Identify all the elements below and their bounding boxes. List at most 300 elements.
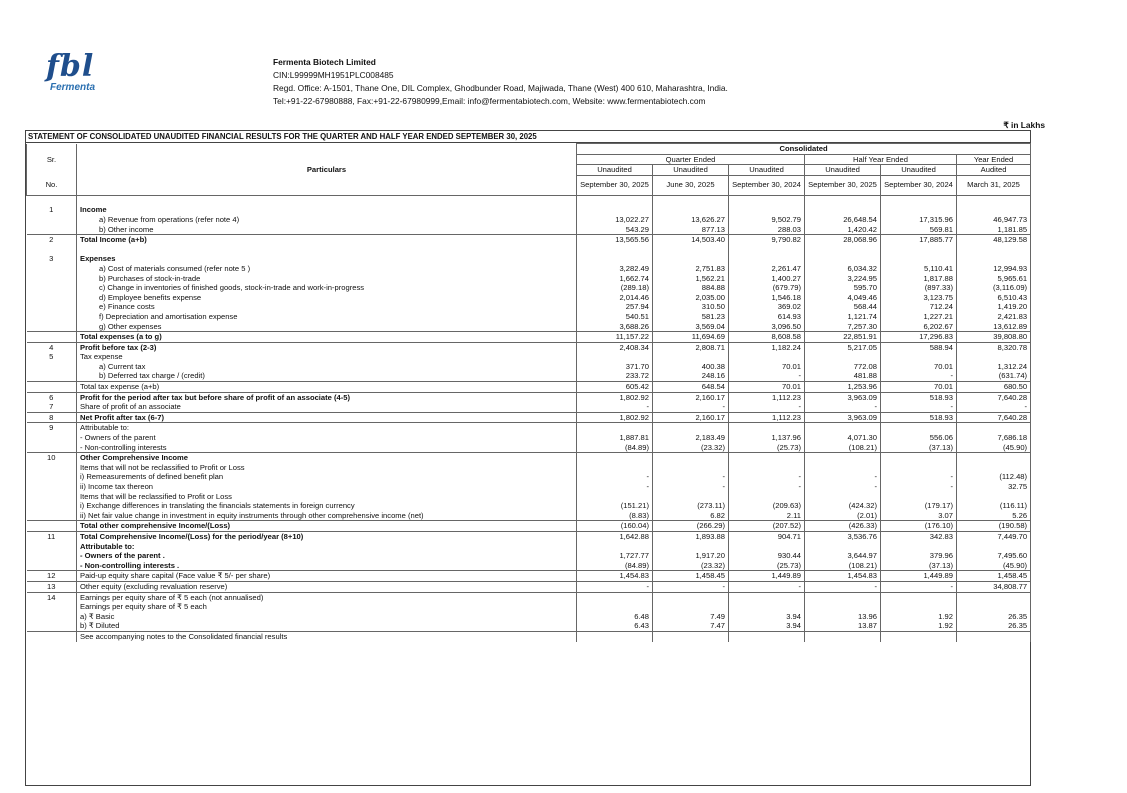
- value-cell: 6,202.67: [881, 322, 957, 332]
- value-cell: 5,965.61: [957, 274, 1031, 284]
- value-cell: 2,183.49: [653, 433, 729, 443]
- value-cell: [957, 463, 1031, 473]
- sr-cell: [27, 602, 77, 612]
- value-cell: 248.16: [653, 371, 729, 381]
- value-cell: [729, 205, 805, 215]
- value-cell: 904.71: [729, 531, 805, 541]
- value-cell: 2.11: [729, 511, 805, 521]
- value-cell: 310.50: [653, 302, 729, 312]
- value-cell: [957, 254, 1031, 264]
- value-cell: [805, 631, 881, 641]
- value-cell: 648.54: [653, 382, 729, 393]
- date-cell: March 31, 2025: [957, 175, 1031, 195]
- value-cell: 3,096.50: [729, 322, 805, 332]
- value-cell: [957, 423, 1031, 433]
- value-cell: [805, 205, 881, 215]
- value-cell: 8,320.78: [957, 342, 1031, 352]
- value-cell: (179.17): [881, 501, 957, 511]
- value-cell: [957, 245, 1031, 255]
- value-cell: 1,546.18: [729, 293, 805, 303]
- value-cell: 7.47: [653, 621, 729, 631]
- value-cell: (209.63): [729, 501, 805, 511]
- value-cell: 7,257.30: [805, 322, 881, 332]
- value-cell: [957, 602, 1031, 612]
- value-cell: -: [577, 402, 653, 412]
- value-cell: [577, 245, 653, 255]
- company-cin: CIN:L99999MH1951PLC008485: [273, 70, 394, 80]
- table-row: [27, 392, 1031, 402]
- status-cell: Unaudited: [653, 165, 729, 176]
- value-cell: -: [881, 371, 957, 381]
- value-cell: 6,034.32: [805, 264, 881, 274]
- value-cell: 6.48: [577, 612, 653, 622]
- value-cell: [957, 195, 1031, 205]
- particulars-cell: a) Revenue from operations (refer note 4): [77, 215, 577, 225]
- particulars-cell: ii) Net fair value change in investment in equity instruments through other comprehensive income (net): [77, 511, 577, 521]
- value-cell: [729, 592, 805, 602]
- particulars-cell: b) Purchases of stock-in-trade: [77, 274, 577, 284]
- value-cell: -: [729, 472, 805, 482]
- sr-cell: [27, 433, 77, 443]
- particulars-cell: Total other comprehensive Income/(Loss): [77, 521, 577, 532]
- value-cell: (84.89): [577, 443, 653, 453]
- particulars-cell: d) Employee benefits expense: [77, 293, 577, 303]
- particulars-cell: Attributable to:: [77, 423, 577, 433]
- table-row: [27, 225, 1031, 235]
- value-cell: 1,112.23: [729, 412, 805, 423]
- value-cell: [881, 245, 957, 255]
- value-cell: [653, 542, 729, 552]
- particulars-cell: Other equity (excluding revaluation reserve): [77, 581, 577, 592]
- sr-cell: [27, 621, 77, 631]
- value-cell: -: [729, 371, 805, 381]
- value-cell: (3,116.09): [957, 283, 1031, 293]
- value-cell: 7,640.28: [957, 392, 1031, 402]
- particulars-cell: Expenses: [77, 254, 577, 264]
- results-body: [27, 195, 1031, 641]
- table-row: [27, 571, 1031, 582]
- value-cell: 2,035.00: [653, 293, 729, 303]
- value-cell: [729, 423, 805, 433]
- value-cell: (8.83): [577, 511, 653, 521]
- value-cell: 7,495.60: [957, 551, 1031, 561]
- particulars-cell: b) ₹ Diluted: [77, 621, 577, 631]
- value-cell: [805, 195, 881, 205]
- value-cell: 3,688.26: [577, 322, 653, 332]
- particulars-cell: e) Finance costs: [77, 302, 577, 312]
- value-cell: 1,449.89: [881, 571, 957, 582]
- particulars-cell: Attributable to:: [77, 542, 577, 552]
- value-cell: 1,112.23: [729, 392, 805, 402]
- value-cell: 1,887.81: [577, 433, 653, 443]
- particulars-cell: Share of profit of an associate: [77, 402, 577, 412]
- sr-cell: [27, 472, 77, 482]
- table-row: [27, 492, 1031, 502]
- value-cell: 1.92: [881, 612, 957, 622]
- value-cell: (424.32): [805, 501, 881, 511]
- sr-cell: [27, 293, 77, 303]
- table-row: [27, 371, 1031, 381]
- value-cell: (25.73): [729, 443, 805, 453]
- value-cell: 13.96: [805, 612, 881, 622]
- value-cell: -: [729, 402, 805, 412]
- value-cell: 342.83: [881, 531, 957, 541]
- value-cell: [653, 453, 729, 463]
- value-cell: -: [729, 482, 805, 492]
- table-row: [27, 215, 1031, 225]
- value-cell: 518.93: [881, 412, 957, 423]
- value-cell: [805, 254, 881, 264]
- sr-cell: 11: [27, 531, 77, 541]
- sr-cell: 1: [27, 205, 77, 215]
- value-cell: [881, 352, 957, 362]
- value-cell: 70.01: [729, 382, 805, 393]
- particulars-cell: Total Income (a+b): [77, 235, 577, 245]
- value-cell: [653, 352, 729, 362]
- particulars-cell: [77, 195, 577, 205]
- value-cell: (37.13): [881, 561, 957, 571]
- value-cell: 5,217.05: [805, 342, 881, 352]
- value-cell: 1,917.20: [653, 551, 729, 561]
- particulars-cell: - Owners of the parent: [77, 433, 577, 443]
- particulars-cell: b) Deferred tax charge / (credit): [77, 371, 577, 381]
- value-cell: 13,626.27: [653, 215, 729, 225]
- sr-cell: 12: [27, 571, 77, 582]
- value-cell: [881, 423, 957, 433]
- particulars-cell: a) Cost of materials consumed (refer note 5 ): [77, 264, 577, 274]
- date-cell: June 30, 2025: [653, 175, 729, 195]
- value-cell: 1,817.88: [881, 274, 957, 284]
- value-cell: 3.07: [881, 511, 957, 521]
- value-cell: 3,644.97: [805, 551, 881, 561]
- table-row: [27, 235, 1031, 245]
- value-cell: [881, 463, 957, 473]
- value-cell: (266.29): [653, 521, 729, 532]
- table-row: [27, 312, 1031, 322]
- value-cell: 17,885.77: [881, 235, 957, 245]
- sr-cell: 6: [27, 392, 77, 402]
- sr-cell: [27, 302, 77, 312]
- value-cell: 22,851.91: [805, 332, 881, 343]
- sr-cell: [27, 561, 77, 571]
- particulars-cell: Earnings per equity share of ₹ 5 each (not annualised): [77, 592, 577, 602]
- table-row: [27, 205, 1031, 215]
- status-cell: Unaudited: [577, 165, 653, 176]
- table-row: [27, 412, 1031, 423]
- value-cell: 12,994.93: [957, 264, 1031, 274]
- company-contact: Tel:+91-22-67980888, Fax:+91-22-67980999,Email: info@fermentabiotech.com, Website: www.fermentabiotech.com: [273, 96, 706, 106]
- value-cell: [729, 453, 805, 463]
- value-cell: [577, 195, 653, 205]
- value-cell: [653, 631, 729, 641]
- value-cell: -: [881, 472, 957, 482]
- value-cell: (176.10): [881, 521, 957, 532]
- value-cell: (207.52): [729, 521, 805, 532]
- sr-cell: [27, 551, 77, 561]
- value-cell: [653, 592, 729, 602]
- value-cell: [577, 453, 653, 463]
- table-row: [27, 511, 1031, 521]
- particulars-cell: g) Other expenses: [77, 322, 577, 332]
- particulars-cell: Tax expense: [77, 352, 577, 362]
- value-cell: 5.26: [957, 511, 1031, 521]
- particulars-cell: Total expenses (a to g): [77, 332, 577, 343]
- value-cell: (631.74): [957, 371, 1031, 381]
- value-cell: 8,608.58: [729, 332, 805, 343]
- sr-cell: [27, 225, 77, 235]
- value-cell: [805, 352, 881, 362]
- value-cell: [805, 592, 881, 602]
- value-cell: 13,565.56: [577, 235, 653, 245]
- particulars-cell: - Non-controlling interests .: [77, 561, 577, 571]
- sr-cell: [27, 362, 77, 372]
- value-cell: 595.70: [805, 283, 881, 293]
- value-cell: 930.44: [729, 551, 805, 561]
- value-cell: [653, 195, 729, 205]
- value-cell: 3,123.75: [881, 293, 957, 303]
- value-cell: [577, 602, 653, 612]
- status-cell: Unaudited: [805, 165, 881, 176]
- value-cell: [881, 542, 957, 552]
- particulars-cell: Paid-up equity share capital (Face value ₹ 5/- per share): [77, 571, 577, 582]
- sr-cell: [27, 521, 77, 532]
- value-cell: 518.93: [881, 392, 957, 402]
- value-cell: 371.70: [577, 362, 653, 372]
- value-cell: 7,640.28: [957, 412, 1031, 423]
- company-header: [273, 56, 728, 108]
- value-cell: [957, 592, 1031, 602]
- particulars-cell: Total Comprehensive Income/(Loss) for the period/year (8+10): [77, 531, 577, 541]
- value-cell: 1,420.42: [805, 225, 881, 235]
- value-cell: 1,419.20: [957, 302, 1031, 312]
- value-cell: (112.48): [957, 472, 1031, 482]
- sr-cell: [27, 283, 77, 293]
- value-cell: [653, 423, 729, 433]
- value-cell: -: [957, 402, 1031, 412]
- table-row: [27, 293, 1031, 303]
- value-cell: 1,802.92: [577, 412, 653, 423]
- value-cell: (116.11): [957, 501, 1031, 511]
- table-row: [27, 602, 1031, 612]
- sr-cell: [27, 195, 77, 205]
- table-row: [27, 531, 1031, 541]
- logo-word: Fermenta: [50, 82, 96, 93]
- value-cell: [957, 352, 1031, 362]
- value-cell: 14,503.40: [653, 235, 729, 245]
- company-name: Fermenta Biotech Limited: [273, 57, 376, 67]
- value-cell: 5,110.41: [881, 264, 957, 274]
- value-cell: [881, 195, 957, 205]
- value-cell: [577, 542, 653, 552]
- value-cell: 3,224.95: [805, 274, 881, 284]
- sr-cell: 2: [27, 235, 77, 245]
- sr-cell: [27, 631, 77, 641]
- value-cell: 556.06: [881, 433, 957, 443]
- value-cell: 680.50: [957, 382, 1031, 393]
- value-cell: 39,808.80: [957, 332, 1031, 343]
- value-cell: [729, 492, 805, 502]
- value-cell: 568.44: [805, 302, 881, 312]
- value-cell: [805, 492, 881, 502]
- sr-cell: 3: [27, 254, 77, 264]
- date-cell: September 30, 2024: [729, 175, 805, 195]
- value-cell: (190.58): [957, 521, 1031, 532]
- value-cell: [653, 245, 729, 255]
- table-row: [27, 443, 1031, 453]
- value-cell: [881, 631, 957, 641]
- company-logo: [46, 49, 126, 102]
- table-row: [27, 472, 1031, 482]
- sr-cell: [27, 443, 77, 453]
- value-cell: 4,049.46: [805, 293, 881, 303]
- value-cell: 34,808.77: [957, 581, 1031, 592]
- table-row: [27, 592, 1031, 602]
- value-cell: [577, 205, 653, 215]
- particulars-cell: b) Other income: [77, 225, 577, 235]
- value-cell: [957, 453, 1031, 463]
- value-cell: 70.01: [881, 362, 957, 372]
- value-cell: 772.08: [805, 362, 881, 372]
- value-cell: [729, 245, 805, 255]
- value-cell: 540.51: [577, 312, 653, 322]
- value-cell: 1,893.88: [653, 531, 729, 541]
- value-cell: [957, 205, 1031, 215]
- table-row: [27, 581, 1031, 592]
- value-cell: (45.90): [957, 561, 1031, 571]
- particulars-cell: Items that will be reclassified to Profit or Loss: [77, 492, 577, 502]
- value-cell: -: [881, 482, 957, 492]
- value-cell: 1,454.83: [577, 571, 653, 582]
- table-row: [27, 283, 1031, 293]
- value-cell: 3.94: [729, 621, 805, 631]
- table-row: [27, 362, 1031, 372]
- table-row: [27, 542, 1031, 552]
- value-cell: -: [653, 581, 729, 592]
- value-cell: 11,157.22: [577, 332, 653, 343]
- table-row: [27, 274, 1031, 284]
- value-cell: 1,121.74: [805, 312, 881, 322]
- sr-cell: [27, 511, 77, 521]
- value-cell: 28,068.96: [805, 235, 881, 245]
- results-statement: [25, 130, 1031, 786]
- half-year-ended-header: Half Year Ended: [805, 154, 957, 165]
- value-cell: [881, 254, 957, 264]
- particulars-cell: Items that will not be reclassified to Profit or Loss: [77, 463, 577, 473]
- value-cell: 13,022.27: [577, 215, 653, 225]
- sr-cell: [27, 274, 77, 284]
- sr-cell: [27, 501, 77, 511]
- value-cell: 369.02: [729, 302, 805, 312]
- value-cell: [729, 542, 805, 552]
- value-cell: 7,449.70: [957, 531, 1031, 541]
- particulars-cell: - Non-controlling interests: [77, 443, 577, 453]
- value-cell: [577, 463, 653, 473]
- sr-cell: [27, 245, 77, 255]
- value-cell: 233.72: [577, 371, 653, 381]
- table-row: [27, 195, 1031, 205]
- value-cell: 1,642.88: [577, 531, 653, 541]
- value-cell: -: [805, 482, 881, 492]
- particulars-cell: a) Current tax: [77, 362, 577, 372]
- sr-cell: 4: [27, 342, 77, 352]
- value-cell: 1,137.96: [729, 433, 805, 443]
- table-row: [27, 463, 1031, 473]
- value-cell: 70.01: [729, 362, 805, 372]
- table-row: [27, 482, 1031, 492]
- logo-mark: fbl: [46, 49, 95, 84]
- value-cell: 3,963.09: [805, 392, 881, 402]
- value-cell: [957, 492, 1031, 502]
- value-cell: (897.33): [881, 283, 957, 293]
- value-cell: 581.23: [653, 312, 729, 322]
- sr-header: Sr.: [27, 154, 77, 165]
- value-cell: 1,454.83: [805, 571, 881, 582]
- particulars-header: Particulars: [77, 165, 577, 176]
- value-cell: [881, 492, 957, 502]
- sr-cell: 8: [27, 412, 77, 423]
- value-cell: [805, 463, 881, 473]
- value-cell: 17,296.83: [881, 332, 957, 343]
- value-cell: 2,808.71: [653, 342, 729, 352]
- value-cell: [577, 631, 653, 641]
- quarter-ended-header: Quarter Ended: [577, 154, 805, 165]
- year-ended-header: Year Ended: [957, 154, 1031, 165]
- value-cell: 2,408.34: [577, 342, 653, 352]
- particulars-cell: Profit before tax (2-3): [77, 342, 577, 352]
- value-cell: [729, 463, 805, 473]
- sr-cell: [27, 322, 77, 332]
- sr-cell: 7: [27, 402, 77, 412]
- value-cell: [805, 602, 881, 612]
- value-cell: (37.13): [881, 443, 957, 453]
- value-cell: [881, 602, 957, 612]
- value-cell: 877.13: [653, 225, 729, 235]
- value-cell: [653, 205, 729, 215]
- sr-cell: 14: [27, 592, 77, 602]
- value-cell: -: [653, 482, 729, 492]
- value-cell: (25.73): [729, 561, 805, 571]
- sr-cell: [27, 492, 77, 502]
- value-cell: (273.11): [653, 501, 729, 511]
- value-cell: [957, 631, 1031, 641]
- value-cell: 1,449.89: [729, 571, 805, 582]
- value-cell: [881, 205, 957, 215]
- table-row: [27, 342, 1031, 352]
- particulars-cell: Other Comprehensive Income: [77, 453, 577, 463]
- statement-title: STATEMENT OF CONSOLIDATED UNAUDITED FINANCIAL RESULTS FOR THE QUARTER AND HALF YEAR ENDED SEPTEMBER 30, 2025: [26, 131, 1030, 143]
- value-cell: 7,686.18: [957, 433, 1031, 443]
- particulars-cell: ii) Income tax thereon: [77, 482, 577, 492]
- value-cell: (151.21): [577, 501, 653, 511]
- value-cell: 1,458.45: [653, 571, 729, 582]
- value-cell: (160.04): [577, 521, 653, 532]
- value-cell: 32.75: [957, 482, 1031, 492]
- value-cell: 257.94: [577, 302, 653, 312]
- value-cell: 605.42: [577, 382, 653, 393]
- value-cell: (23.32): [653, 443, 729, 453]
- sr-cell: [27, 371, 77, 381]
- table-row: [27, 561, 1031, 571]
- value-cell: [729, 352, 805, 362]
- value-cell: 7.49: [653, 612, 729, 622]
- value-cell: [805, 245, 881, 255]
- value-cell: 26,648.54: [805, 215, 881, 225]
- table-row: [27, 245, 1031, 255]
- table-row: [27, 631, 1031, 641]
- table-row: [27, 453, 1031, 463]
- value-cell: 26.35: [957, 612, 1031, 622]
- sr-cell: [27, 215, 77, 225]
